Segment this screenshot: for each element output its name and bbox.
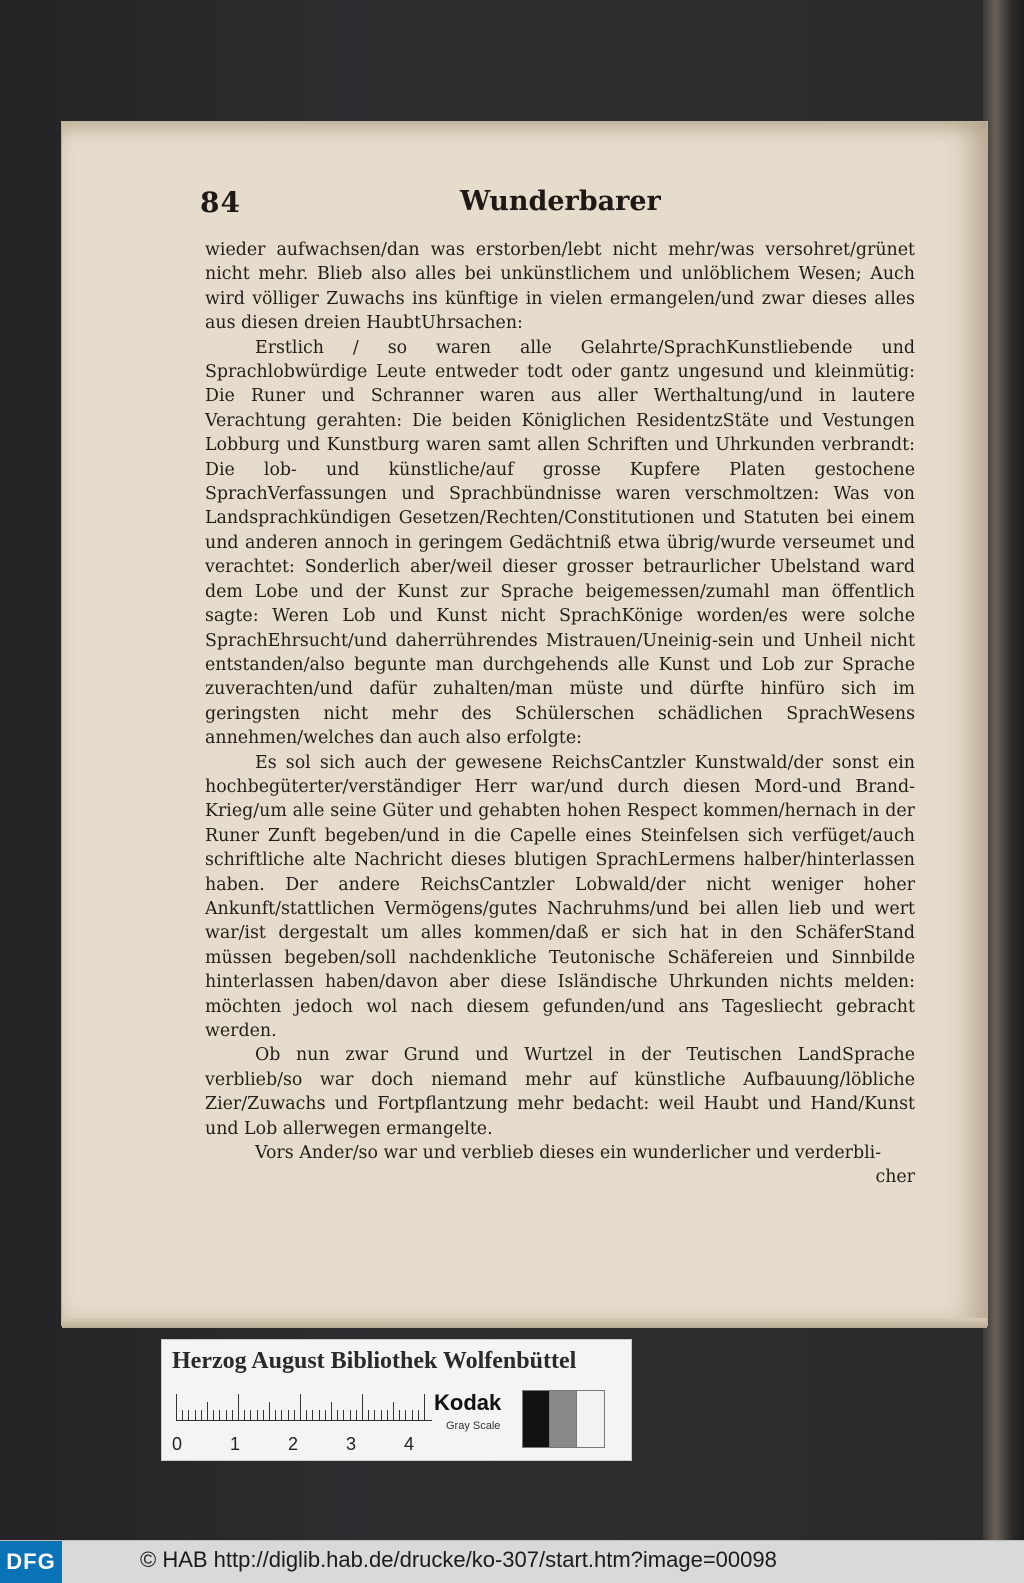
dfg-logo: DFG — [0, 1541, 62, 1583]
ruler-tick — [176, 1394, 177, 1420]
ruler-tick — [325, 1410, 326, 1420]
ruler-number: 0 — [172, 1434, 183, 1454]
ruler-tick — [263, 1410, 264, 1420]
ruler-tick — [188, 1410, 189, 1420]
ruler-tick — [319, 1410, 320, 1420]
gray-swatch-black — [522, 1390, 551, 1448]
book-binding — [983, 0, 1024, 1540]
ruler-tick — [232, 1410, 233, 1420]
running-title: Wunderbarer — [460, 186, 661, 217]
ruler-tick — [201, 1410, 202, 1420]
page-number: 84 — [200, 186, 241, 219]
paragraph: Erstlich / so waren alle Gelahrte/SprachKunstliebende und Sprachlobwürdige Leute entweder todt oder gantz ungesund und kleinmütig: Die Runer und Schranner waren aus aller Werthaltung/und in lautere Verachtung gerahten: Die beiden Königlichen ResidentzStäte und Vestungen Lobburg und Kunstburg waren samt allen Schriften und Uhrkunden verbrandt: Die lob- und künstliche/auf grosse Kupfere Platen gestochene SprachVerfassungen und Sprachbündnisse waren verschmoltzen: Was von Landsprachkündigen Gesetzen/Rechten/Constitutionen und Statuten bei einem und anderen annoch in geringem Gedächtniß etwa übrig/wurde verseumet und verachtet: Sonderlich aber/weil dieser grosser betraurlicher Ubelstand ward dem Lobe und der Kunst zur Sprache beigemessen/zumahl man öffentlich sagte: Weren Lob und Kunst nicht SprachKönige worden/es were solche SprachEhrsucht/und daherrührendes Mistrauen/Uneinig-sein und Unheil nicht entstanden/also begunte man durchgehends alle Kunst und Lob zur Sprache zuverachten/und dafür zuhalten/man müste und dürfte hinfüro sich im geringsten nicht mehr des Schülerschen schädlichen SprachWesens annehmen/welches dan auch also erfolgte: — [205, 337, 915, 749]
ruler-tick — [312, 1410, 313, 1420]
ruler-tick — [300, 1394, 301, 1420]
ruler-tick — [195, 1410, 196, 1420]
ruler-tick — [374, 1410, 375, 1420]
ruler-tick — [343, 1410, 344, 1420]
ruler-tick — [275, 1410, 276, 1420]
catchword: cher — [875, 1167, 915, 1188]
ruler-tick — [250, 1410, 251, 1420]
gray-scale-label: Gray Scale — [446, 1420, 501, 1432]
ruler-tick — [387, 1410, 388, 1420]
page-edge — [62, 1318, 987, 1328]
ruler-tick — [226, 1410, 227, 1420]
ruler-tick — [331, 1402, 332, 1420]
ruler-tick — [412, 1410, 413, 1420]
copyright-link[interactable]: © HAB http://diglib.hab.de/drucke/ko-307/start.htm?image=00098 — [140, 1547, 777, 1572]
gray-scale — [434, 1390, 604, 1446]
ruler-number: 3 — [346, 1434, 357, 1454]
ruler — [176, 1390, 432, 1421]
ruler-tick — [219, 1410, 220, 1420]
ruler-tick — [281, 1410, 282, 1420]
library-name: Herzog August Bibliothek Wolfenbüttel — [172, 1348, 577, 1374]
color-checker-card — [161, 1339, 632, 1461]
ruler-tick — [393, 1402, 394, 1420]
paragraph: Ob nun zwar Grund und Wurtzel in der Teutischen LandSprache verblieb/so war doch niemand mehr auf künstliche Aufbauung/löbliche Zier/Zuwachs und Fortpflantzung mehr bedacht: weil Haubt und Hand/Kunst und Lob allerwegen ermangelte. — [205, 1045, 915, 1139]
ruler-tick — [269, 1402, 270, 1420]
ruler-number: 2 — [288, 1434, 299, 1454]
paragraph: Es sol sich auch der gewesene ReichsCantzler Kunstwald/der sonst ein hochbegüterter/verständiger Herr war/und durch diesen Mord-und Brand-Krieg/um alle seine Güter und gehabten hohen Respect kommen/hernach in der Runer Zunft begeben/und in die Capelle eines Steinfelsen sich verfüget/auch schriftliche alte Nachricht dieses blutigen SprachLermens halber/hinterlassen haben. Der andere ReichsCantzler Lobwald/der nicht weniger hoher Ankunft/stattlichen Vermögens/gutes Nachruhms/und bei allen lieb und wert war/ist dergestalt um alles kommen/daß er sich hat in den SchäferStand müssen begeben/soll nachdenkliche Teutonische Schäfereien und Sinnbilde hinterlassen haben/davon aber diese Isländische Uhrkunden nichts melden: möchten jedoch wol nach diesem gefunden/und ans Tagesliecht gebracht werden. — [205, 752, 915, 1041]
ruler-number: 1 — [230, 1434, 241, 1454]
ruler-tick — [350, 1410, 351, 1420]
ruler-tick — [294, 1410, 295, 1420]
ruler-tick — [288, 1410, 289, 1420]
ruler-tick — [244, 1410, 245, 1420]
ruler-tick — [182, 1410, 183, 1420]
ruler-tick — [207, 1402, 208, 1420]
ruler-tick — [368, 1410, 369, 1420]
ruler-tick — [424, 1394, 425, 1420]
footer-bar — [0, 1540, 1024, 1583]
ruler-tick — [405, 1410, 406, 1420]
paragraph: wieder aufwachsen/dan was erstorben/lebt nicht mehr/was versohret/grünet nicht mehr. Blieb also alles bei unkünstlichem und unlöblichem Wesen; Auch wird völliger Zuwachs ins künftige in vielen ermangelen/und zwar dieses alles aus diesen dreien HaubtUhrsachen: — [205, 240, 915, 334]
gray-swatch-mid — [549, 1390, 578, 1448]
ruler-tick — [257, 1410, 258, 1420]
running-head — [200, 186, 920, 226]
page-text — [205, 238, 915, 1190]
ruler-tick — [337, 1410, 338, 1420]
kodak-label: Kodak — [434, 1390, 502, 1415]
paragraph: Vors Ander/so war und verblieb dieses ein wunderlicher und verderbli- — [255, 1143, 882, 1164]
ruler-number: 4 — [404, 1434, 415, 1454]
gray-swatch-white — [576, 1390, 605, 1448]
ruler-tick — [238, 1394, 239, 1420]
ruler-tick — [399, 1410, 400, 1420]
ruler-tick — [213, 1410, 214, 1420]
ruler-tick — [362, 1394, 363, 1420]
ruler-tick — [356, 1410, 357, 1420]
ruler-tick — [418, 1410, 419, 1420]
ruler-tick — [381, 1410, 382, 1420]
ruler-tick — [306, 1410, 307, 1420]
